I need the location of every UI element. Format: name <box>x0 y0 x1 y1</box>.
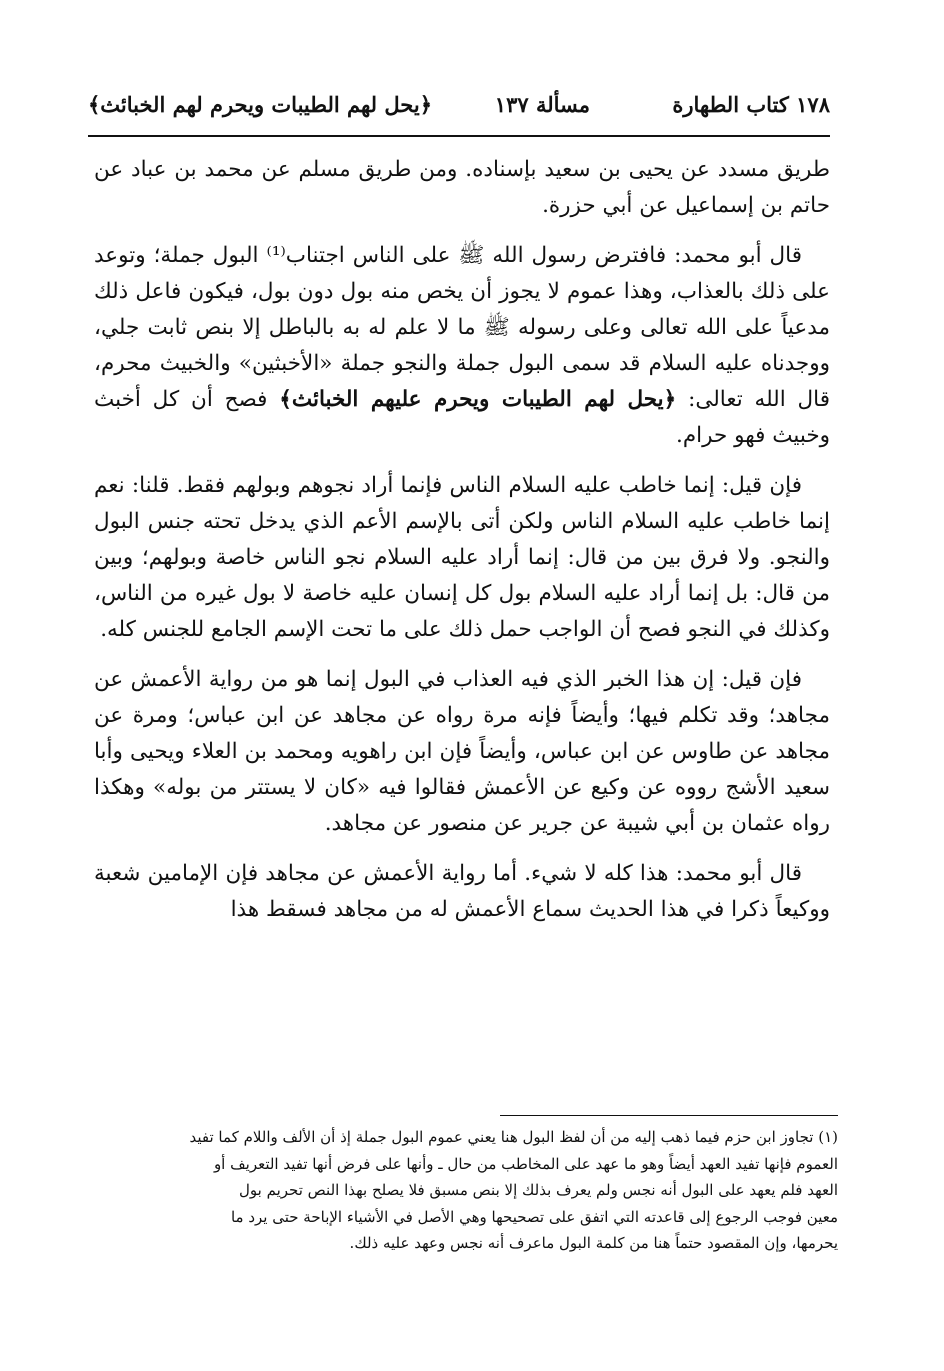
paragraph: فإن قيل: إنما خاطب عليه السلام الناس فإنما أراد نجوهم وبولهم فقط. قلنا: نعم إنما خاطب عليه السلام الناس ولكن أتى بالإسم الأعم الذي يدخل تحته جنس البول والنجو. ولا فرق بين من قال: إنما أراد عليه السلام نجو الناس خاصة وبولهم؛ وبين من قال: بل إنما أراد عليه السلام بول كل إنسان عليه خاصة لا بول غيره من الناس، وكذلك في النجو فصح أن الواجب حمل ذلك على ما تحت الإسم الجامع للجنس كله. <box>94 473 830 642</box>
footnote-line: العموم فإنها تفيد العهد أيضاً وهو ما عهد على المخاطب من حال ـ وأنها على فرض أنها تفيد التعريف أو <box>213 1154 838 1173</box>
verse-running-title: ﴿يحل لهم الطيبات ويحرم لهم الخبائث﴾ <box>88 92 432 117</box>
paragraph <box>94 238 830 454</box>
quoted-verse: ﴿يحل لهم الطيبات ويحرم عليهم الخبائث﴾ <box>279 387 677 412</box>
paragraph-text: فصح أن كل أخبث وخبيث فهو حرام. <box>94 387 830 448</box>
footnote-line: العهد فلم يعهد على البول أنه نجس ولم يعرف بذلك إلا بنص مسبق فلا يصلح بهذا النص تحريم بول <box>239 1181 838 1199</box>
footnote-line: (١) تجاوز ابن حزم فيما ذهب إليه من أن لفظ البول هنا يعني عموم البول جملة إذ أن الألف واللام كما تفيد <box>189 1128 838 1146</box>
footnote <box>94 1124 838 1257</box>
main-text <box>94 152 830 942</box>
footnote-divider <box>500 1115 838 1116</box>
paragraph: فإن قيل: إن هذا الخبر الذي فيه العذاب في البول إنما هو من رواية الأعمش عن مجاهد؛ وقد تكلم فيها؛ وأيضاً فإنه مرة رواه عن مجاهد عن ابن عباس؛ ومرة عن مجاهد عن طاوس عن ابن عباس، وأيضاً فإن ابن راهويه ومحمد بن العلاء ويحيى وأبا سعيد الأشج رووه عن وكيع عن الأعمش فقالوا فيه «كان لا يستتر من بوله» وهكذا رواه عثمان بن أبي شيبة عن جرير عن منصور عن مجاهد. <box>94 667 830 836</box>
issue-number: مسألة ١٣٧ <box>494 92 590 117</box>
running-header <box>88 92 830 132</box>
page-number-and-book-title: ١٧٨ كتاب الطهارة <box>672 92 830 117</box>
paragraph: قال أبو محمد: هذا كله لا شيء. أما رواية الأعمش عن مجاهد فإن الإمامين شعبة ووكيعاً ذكرا في هذا الحديث سماع الأعمش له من مجاهد فسقط هذا <box>94 861 830 922</box>
paragraph: طريق مسدد عن يحيى بن سعيد بإسناده. ومن طريق مسلم عن محمد بن عباد عن حاتم بن إسماعيل عن أبي حزرة. <box>94 157 830 218</box>
paragraph-text: قال أبو محمد: فافترض رسول الله ﷺ على الناس اجتناب⁽¹⁾ البول جملة؛ وتوعد على ذلك بالعذاب، وهذا عموم لا يجوز أن يخص منه بول دون بول، فيكون فاعل ذلك مدعياً على الله تعالى وعلى رسوله ﷺ ما لا علم له به بالباطل إلا بنص ثابت جلي، ووجدناه عليه السلام قد سمى البول جملة والنجو جملة «الأخبثين» والخبيث محرم، قال الله تعالى: <box>94 243 830 412</box>
footnote-line: معين فوجب الرجوع إلى قاعدته التي اتفق على تصحيحها وهي الأصل في الأشياء الإباحة حتى يرد ما <box>230 1207 838 1226</box>
footnote-line: يحرمها، وإن المقصود حتماً هنا من كلمة البول ماعرف أنه نجس وعهد عليه ذلك. <box>349 1234 838 1252</box>
header-divider <box>88 135 830 137</box>
